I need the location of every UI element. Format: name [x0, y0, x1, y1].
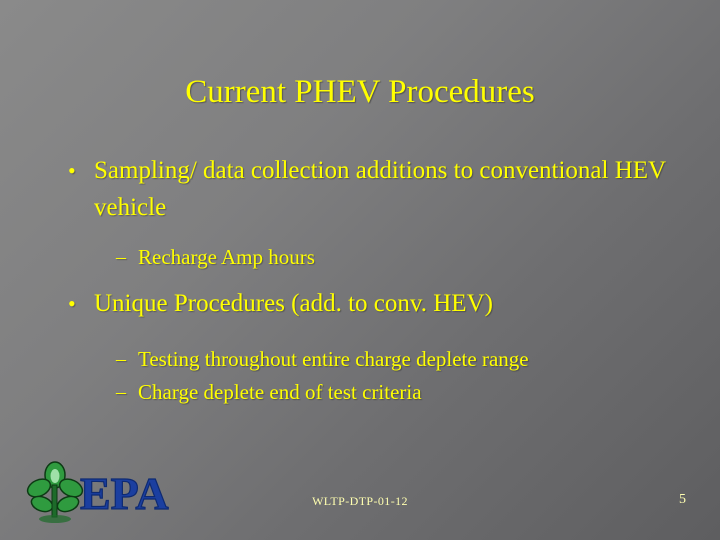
slide-body: [48, 152, 688, 410]
bullet-text: Unique Procedures (add. to conv. HEV): [94, 290, 493, 317]
bullet-dash-icon: –: [116, 381, 126, 403]
bullet-dash-icon: –: [116, 246, 126, 268]
page-number: 5: [679, 492, 686, 507]
bullet-dot-icon: •: [68, 158, 76, 183]
spacer: [48, 328, 688, 344]
bullet-level1: [48, 152, 688, 226]
bullet-dash-icon: –: [116, 348, 126, 370]
epa-logo: [18, 455, 188, 525]
bullet-text: Recharge Amp hours: [138, 245, 315, 269]
bullet-level2: [48, 242, 688, 273]
bullet-dot-icon: •: [68, 291, 76, 316]
epa-wordmark: EPA: [80, 468, 169, 519]
bullet-text: Testing throughout entire charge deplete range: [138, 347, 529, 371]
epa-flower-icon: [25, 462, 86, 523]
spacer: [48, 232, 688, 242]
bullet-level2: [48, 377, 688, 408]
bullet-level1: [48, 285, 688, 322]
footer-document-id: WLTP-DTP-01-12: [312, 494, 408, 508]
bullet-text: Sampling/ data collection additions to conventional HEV vehicle: [94, 157, 666, 221]
slide-title: Current PHEV Procedures: [185, 74, 535, 110]
spacer: [48, 275, 688, 285]
epa-logo-graphic: [18, 455, 188, 525]
bullet-level2: [48, 344, 688, 375]
bullet-text: Charge deplete end of test criteria: [138, 380, 422, 404]
